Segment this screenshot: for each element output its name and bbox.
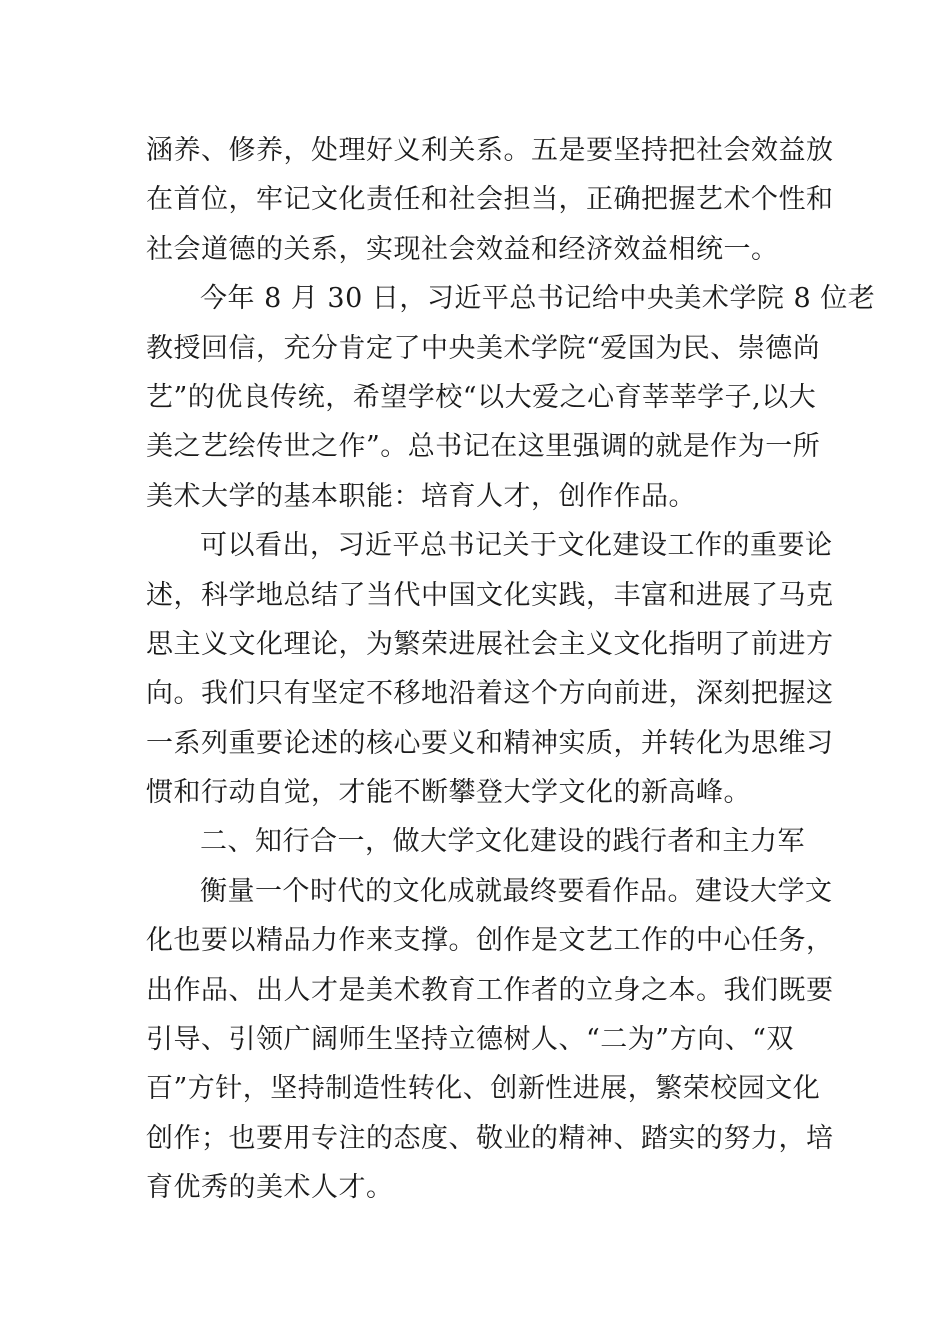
text-line: 艺”的优良传统，希望学校“以大爱之心育莘莘学子,以大 (146, 381, 817, 413)
text-line: 引导、引领广阔师生坚持立德树人、“二为”方向、“双 (146, 1024, 794, 1056)
text-line: 述，科学地总结了当代中国文化实践，丰富和进展了马克 (146, 579, 834, 611)
text-line: 百”方针，坚持制造性转化、创新性进展，繁荣校园文化 (146, 1073, 821, 1105)
section-heading: 二、知行合一，做大学文化建设的践行者和主力军 (200, 826, 805, 858)
text-line: 美术大学的基本职能：培育人才，创作作品。 (146, 480, 696, 512)
text-line: 出作品、出人才是美术教育工作者的立身之本。我们既要 (146, 974, 834, 1006)
document-body (146, 126, 876, 1213)
text-line: 美之艺绘传世之作”。总书记在这里强调的就是作为一所 (146, 431, 821, 463)
text-line: 创作；也要用专注的态度、敬业的精神、踏实的努力，培 (146, 1122, 834, 1154)
paragraph-first-line: 衡量一个时代的文化成就最终要看作品。建设大学文 (200, 875, 833, 907)
paragraph-first-line: 今年 8 月 30 日，习近平总书记给中央美术学院 8 位老 (200, 283, 876, 315)
text-line: 涵养、修养，处理好义利关系。五是要坚持把社会效益放 (146, 135, 834, 166)
paragraph-first-line: 可以看出，习近平总书记关于文化建设工作的重要论 (200, 530, 833, 562)
text-line: 向。我们只有坚定不移地沿着这个方向前进，深刻把握这 (146, 678, 834, 710)
text-line: 社会道德的关系，实现社会效益和经济效益相统一。 (146, 233, 779, 265)
text-line: 教授回信，充分肯定了中央美术学院“爱国为民、崇德尚 (146, 332, 821, 364)
text-line: 化也要以精品力作来支撑。创作是文艺工作的中心任务， (146, 925, 834, 957)
text-line: 惯和行动自觉，才能不断攀登大学文化的新高峰。 (146, 777, 751, 809)
text-line: 育优秀的美术人才。 (146, 1172, 394, 1204)
text-line: 在首位，牢记文化责任和社会担当，正确把握艺术个性和 (146, 184, 834, 216)
text-line: 思主义文化理论，为繁荣进展社会主义文化指明了前进方 (146, 628, 834, 660)
text-line: 一系列重要论述的核心要义和精神实质，并转化为思维习 (146, 727, 834, 759)
